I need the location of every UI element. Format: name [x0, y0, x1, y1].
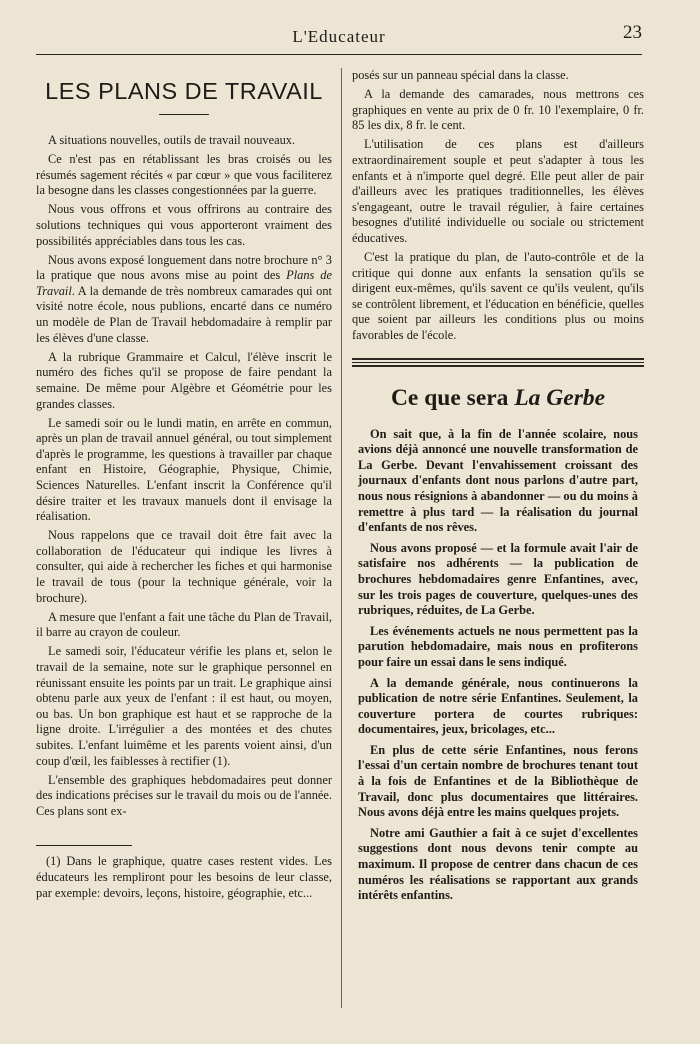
paragraph: C'est la pratique du plan, de l'auto-contrôle et de la critique qui donne aux enfants la sensation qu'ils se dirigent eux-mêmes, qu'ils savent ce qu'ils veulent, qu'ils se contrôlent librement, et l'éducation en bénéficie, quelles que soient par ailleurs les conditions plus ou moins favorables de l'école. — [352, 250, 644, 342]
page-number: 23 — [623, 22, 642, 43]
paragraph: Les événements actuels ne nous permettent pas la parution hebdomadaire, mais nous en profiterons pour faire un essai dans le sens indiqué. — [358, 623, 638, 669]
paragraph: A la demande générale, nous continuerons la publication de notre série Enfantines. Seulement, la couverture portera de courtes rubriques: documentaires, jeux, bricolages, etc... — [358, 675, 638, 737]
running-header — [36, 20, 642, 55]
la-gerbe-title: La Gerbe — [514, 384, 606, 411]
paragraph: L'utilisation de ces plans est d'ailleurs extraordinairement souple et peut s'adapter à tous les enfants et à n'importe quel degré. Elle peut aller de pair d'ailleurs avec les pratiques traditionnelles, les élèves s'engageant, outre le travail régulier, à faire certaines besognes d'utilité individuelle ou sociale ou strictement éducatives. — [352, 137, 644, 245]
column-divider — [341, 68, 342, 1008]
article-heading: LES PLANS DE TRAVAIL — [45, 78, 323, 104]
paragraph: Nous rappelons que ce travail doit être fait avec la collaboration de l'éducateur qui indique les livres à consulter, qui aide à rechercher les fiches et qui harmonise le travail de tous (pour la technique générale, voir la brochure). — [36, 528, 332, 605]
paragraph: En plus de cette série Enfantines, nous ferons l'essai d'un certain nombre de brochures tenant tout à la fois de Enfantines et de la Bibliothèque de Travail, donc plus documentaires que littéraires. Nous avons déjà entre les mains quelques projets. — [358, 742, 638, 820]
paragraph: A mesure que l'enfant a fait une tâche du Plan de Travail, il barre au crayon de couleur. — [36, 609, 332, 640]
right-column — [352, 68, 644, 909]
paragraph-text: . A la demande de très nombreux camarades qui ont visité notre école, nous publions, encarté dans ce numéro un modèle de Plan de Travail hebdomadaire à remplir par les élèves d'une classe. — [36, 283, 332, 345]
paragraph — [36, 253, 332, 347]
heading-rule — [159, 114, 209, 115]
paragraph: Ce n'est pas en rétablissant les bras croisés ou les résumés sagement récités « par cœur » que vous faciliterez la besogne dans les classes congestionnées par la guerre. — [36, 152, 332, 198]
paragraph: Notre ami Gauthier a fait à ce sujet d'excellentes suggestions dont nous devons tenir compte au maximum. Il propose de centrer dans chacun de ces numéros les réalisations se rapportant aux grands intérêts enfantins. — [358, 825, 638, 903]
journal-title: L'Educateur — [292, 27, 386, 46]
paragraph: A la demande des camarades, nous mettrons ces graphiques en vente au prix de 0 fr. 10 l'exemplaire, 0 fr. 85 les dix, 8 fr. le cent. — [352, 87, 644, 133]
paragraph: On sait que, à la fin de l'année scolaire, nous avions déjà annoncé une nouvelle transformation de La Gerbe. Devant l'envahissement croissant des journaux d'enfants dont nous parlons d'autre part, nous nous résignions à abandonner — ou du moins à remettre à plus tard — la réalisation du journal d'enfants de nos rêves. — [358, 426, 638, 535]
plans-continuation — [352, 68, 644, 344]
footnote: (1) Dans le graphique, quatre cases restent vides. Les éducateurs les rempliront pour les besoins de leur classe, par exemple: devoirs, leçons, histoire, géographie, etc... — [36, 854, 332, 900]
plans-de-travail-emphasis: Plans de Travail — [36, 268, 332, 298]
section-divider — [352, 358, 644, 367]
paragraph: Nous vous offrons et vous offrirons au contraire des solutions techniques qui vous apporteront vraiment des possibilités appréciables dans tous les cas. — [36, 202, 332, 248]
paragraph: A la rubrique Grammaire et Calcul, l'élève inscrit le numéro des fiches qu'il se propose de faire pendant la semaine. De même pour Algèbre et Géométrie pour les grandes classes. — [36, 349, 332, 411]
paragraph: A situations nouvelles, outils de travail nouveaux. — [48, 133, 296, 147]
paragraph: Nous avons proposé — et la formule avait l'air de satisfaire nos adhérents — la publication de brochures hebdomadaires genre Enfantines, avec, sur les trois pages de couverture, quelques-unes des rubriques, réduites, de La Gerbe. — [358, 540, 638, 618]
gerbe-heading — [352, 385, 644, 411]
paragraph: Le samedi soir ou le lundi matin, en arrête en commun, après un plan de travail annuel général, ou tout simplement d'après le programme, les questions à travailler par chaque enfant en Histoire, Géographie, Physique, Chimie, Sciences Naturelles. L'enfant inscrit la Conférence qu'il désire traiter et les travaux manuels dont il envisage la réalisation. — [36, 415, 332, 524]
footnote-rule — [36, 845, 132, 846]
gerbe-article — [352, 427, 644, 904]
paragraph-text: Nous avons exposé longuement dans notre brochure n° 3 la pratique que nous avons mise au point des — [36, 252, 332, 283]
paragraph: L'ensemble des graphiques hebdomadaires peut donner des indications précises sur le travail du mois ou de l'année. Ces plans sont ex- — [36, 772, 332, 818]
heading-text: Ce que sera — [390, 384, 515, 411]
left-column — [36, 68, 332, 905]
paragraph: posés sur un panneau spécial dans la classe. — [352, 68, 569, 82]
paragraph: Le samedi soir, l'éducateur vérifie les plans et, selon le travail de la semaine, note sur le graphique personnel en réunissant ensuite les points par un trait. Le graphique ainsi obtenu parle aux yeux de l'enfant : il est haut, ou moyen, ou bas. Un bon graphique est haut et se rapproche de la ligne droite. L'irrégulier a des montées et des chutes subites. L'enfant luimême et les parents voient ainsi, d'un coup d'œil, les faiblesses à rectifier (1). — [36, 644, 332, 768]
